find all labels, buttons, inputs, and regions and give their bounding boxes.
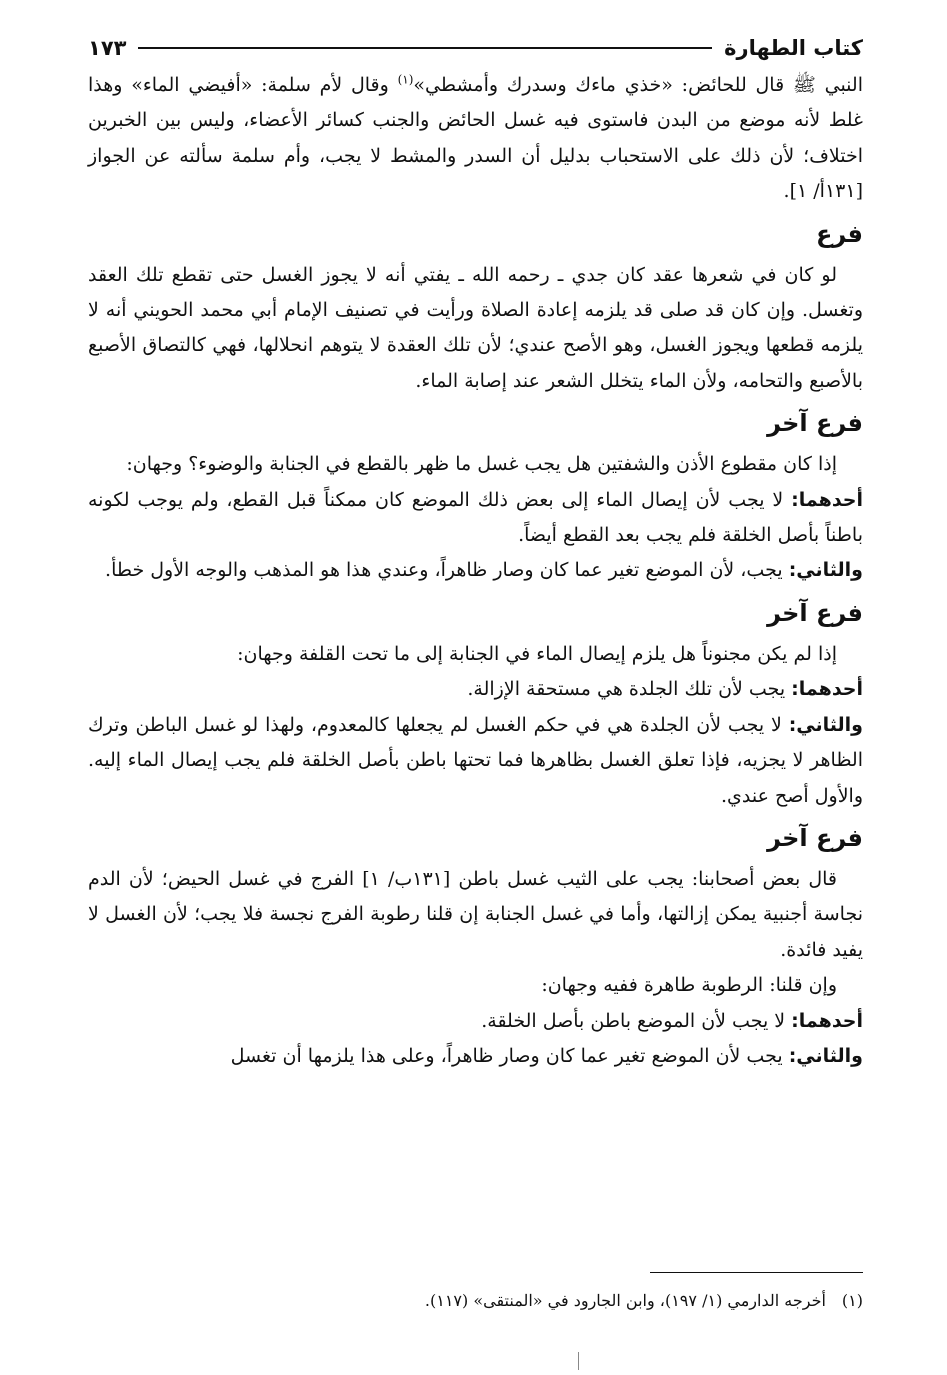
page bbox=[88, 28, 863, 1074]
first-view-text: لا يجب لأن الموضع باطن بأصل الخلقة. bbox=[481, 1009, 792, 1032]
header-rule bbox=[138, 47, 712, 49]
section3-first-view bbox=[88, 672, 863, 707]
first-view-text: يجب لأن تلك الجلدة هي مستحقة الإزالة. bbox=[467, 678, 792, 701]
book-title: كتاب الطهارة bbox=[724, 36, 863, 60]
intro-paragraph bbox=[88, 68, 863, 210]
footnote-rule bbox=[650, 1272, 863, 1273]
section2-second-view bbox=[88, 553, 863, 588]
footnote bbox=[163, 1288, 863, 1314]
running-header bbox=[88, 28, 863, 68]
second-view-text: يجب لأن الموضع تغير عما كان وصار ظاهراً، وعلى هذا يلزمها أن تغسل bbox=[230, 1044, 789, 1067]
section3-second-view bbox=[88, 708, 863, 814]
body-text bbox=[88, 68, 863, 1074]
section4-condition: وإن قلنا: الرطوبة طاهرة ففيه وجهان: bbox=[541, 974, 837, 997]
section1-paragraph: لو كان في شعرها عقد كان جدي ـ رحمه الله ـ يفتي أنه لا يجوز الغسل حتى تقطع تلك العقد وتغسل. وإن كان قد صلى قد يلزمه إعادة الصلاة ورأيت في تصنيف الإمام أبي محمد الحويني أنه لا يلزمه قطعها ويجوز الغسل، وهو الأصح عندي؛ لأن تلك العقدة لا يتوهم انحلالها، فهي كالتصاق الأصبع بالأصبع والتحامه، ولأن الماء يتخلل الشعر عند إصابة الماء. bbox=[88, 263, 863, 392]
section2-first-view bbox=[88, 483, 863, 554]
section4-first-view bbox=[88, 1004, 863, 1039]
scan-mark bbox=[578, 1352, 579, 1370]
section4-second-view bbox=[88, 1039, 863, 1074]
first-view-text: لا يجب لأن إيصال الماء إلى بعض ذلك الموضع كان ممكناً قبل القطع، ولم يوجب لكونه باطناً بأصل الخلقة فلم يجب بعد القطع أيضاً. bbox=[88, 488, 863, 547]
second-view-text: يجب، لأن الموضع تغير عما كان وصار ظاهراً، وعندي هذا هو المذهب والوجه الأول خطأ. bbox=[105, 559, 789, 582]
section3-question: إذا لم يكن مجنوناً هل يلزم إيصال الماء في الجنابة إلى ما تحت القلفة وجهان: bbox=[237, 642, 837, 665]
footnote-ref: (١) bbox=[397, 72, 414, 87]
second-view-text: لا يجب لأن الجلدة هي في حكم الغسل لم يجعلها كالمعدوم، ولهذا لو غسل الباطن وترك الظاهر لا يجزيه، فإذا تعلق الغسل بظاهرها فما تحتها باطن بأصل الخلقة فلم يجب إيصال الماء إليه. والأول أصح عندي. bbox=[88, 713, 863, 807]
page-number: ١٧٣ bbox=[88, 36, 127, 60]
section-heading-another-branch: فرع آخر bbox=[767, 823, 863, 852]
first-view-label: أحدهما: bbox=[791, 1009, 863, 1032]
intro-text-b: وقال لأم سلمة: «أفيضي الماء» وهذا غلط لأنه موضع من البدن فاستوى فيه غسل الحائض والجنب كسائر الأعضاء، وليس بين الخبرين اختلاف؛ لأن ذلك على الاستحباب بدليل أن السدر والمشط لا يجب، وأم سلمة سألته عن الجواز [١٣١أ/ ١]. bbox=[88, 74, 863, 203]
footnote-number: (١) bbox=[841, 1291, 863, 1310]
intro-text-a: النبي ﷺ قال للحائض: «خذي ماءك وسدرك وأمشطي» bbox=[413, 74, 863, 96]
section2-question: إذا كان مقطوع الأذن والشفتين هل يجب غسل ما ظهر بالقطع في الجنابة والوضوء؟ وجهان: bbox=[126, 453, 837, 476]
footnote-text: أخرجه الدارمي (١/ ١٩٧)، وابن الجارود في «المنتقى» (١١٧). bbox=[424, 1291, 826, 1310]
section-heading-another-branch: فرع آخر bbox=[767, 409, 863, 438]
second-view-label: والثاني: bbox=[788, 559, 863, 582]
first-view-label: أحدهما: bbox=[791, 678, 863, 701]
section4-paragraph: قال بعض أصحابنا: يجب على الثيب غسل باطن [١٣١ب/ ١] الفرج في غسل الحيض؛ لأن الدم نجاسة أجنبية يمكن إزالتها، وأما في غسل الجنابة إن قلنا رطوبة الفرج نجسة فلا يجب؛ لأن الغسل لا يفيد فائدة. bbox=[88, 867, 863, 961]
second-view-label: والثاني: bbox=[788, 713, 863, 736]
section-heading-branch: فرع bbox=[815, 219, 863, 248]
second-view-label: والثاني: bbox=[788, 1044, 863, 1067]
first-view-label: أحدهما: bbox=[791, 488, 863, 511]
section-heading-another-branch: فرع آخر bbox=[767, 598, 863, 627]
